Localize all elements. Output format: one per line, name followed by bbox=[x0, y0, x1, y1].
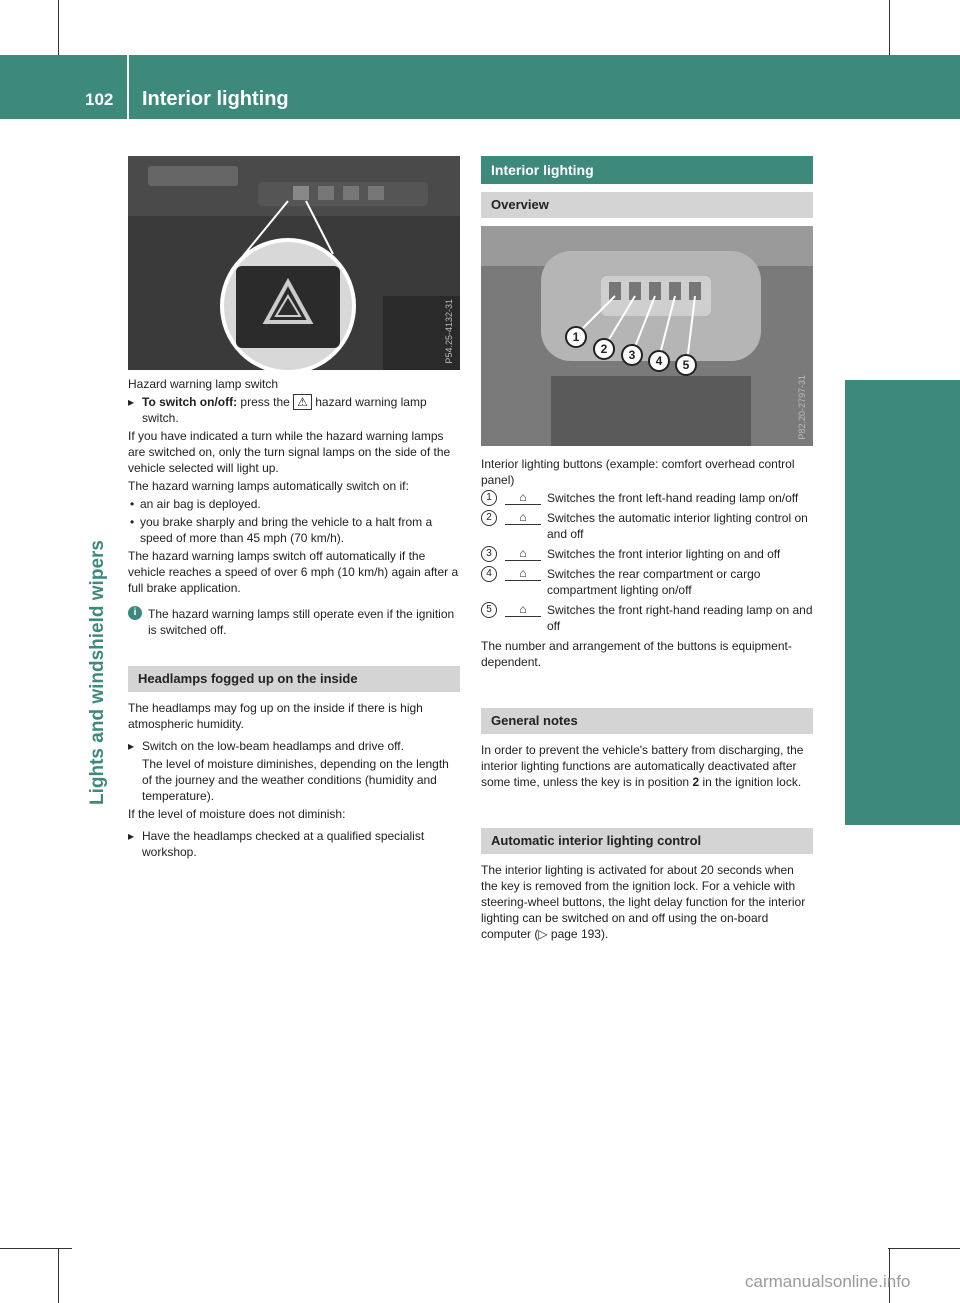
paragraph: If the level of moisture does not diminish: bbox=[128, 807, 346, 821]
legend-text: Switches the automatic interior lighting control on and off bbox=[547, 511, 808, 541]
crop-mark bbox=[58, 0, 59, 55]
section-heading: General notes bbox=[481, 708, 813, 734]
section-heading: Automatic interior lighting control bbox=[481, 828, 813, 854]
paragraph: The level of moisture diminishes, depending on the length of the journey and the weather conditions (humidity and temperature). bbox=[142, 757, 449, 803]
overhead-panel-illustration bbox=[481, 226, 813, 446]
photo-callout: 2 bbox=[593, 338, 615, 360]
crop-mark bbox=[58, 1248, 59, 1303]
right-column bbox=[481, 156, 813, 944]
section-heading: Headlamps fogged up on the inside bbox=[128, 666, 460, 692]
callout-number: 2 bbox=[481, 510, 497, 526]
paragraph: The number and arrangement of the buttons is equipment-dependent. bbox=[481, 639, 792, 669]
chapter-title: Lights and windshield wipers bbox=[87, 540, 108, 805]
list-item: • an air bag is deployed. bbox=[128, 496, 460, 512]
chapter-tab bbox=[845, 380, 960, 825]
legend-text: Switches the front left-hand reading lamp on/off bbox=[547, 491, 799, 505]
hazard-switch-photo bbox=[128, 156, 460, 370]
paragraph: The hazard warning lamps switch off automatically if the vehicle reaches a speed of over 6 mph (10 km/h) again after a full brake application. bbox=[128, 549, 459, 595]
instruction: ▸ Switch on the low-beam headlamps and drive off. bbox=[128, 738, 460, 754]
callout-number: 4 bbox=[481, 566, 497, 582]
paragraph: The interior lighting is activated for about 20 seconds when the key is removed from the ignition lock. For a vehicle with steering-wheel buttons, the light delay function for the interior lighting can be switched on and off using the on-board computer (▷ page 193). bbox=[481, 863, 806, 941]
paragraph: If you have indicated a turn while the hazard warning lamps are switched on, only the turn signal lamps on the side of the vehicle selected will light up. bbox=[128, 429, 451, 475]
button-legend-item bbox=[481, 546, 813, 562]
rear-light-icon: ⌂ bbox=[505, 566, 541, 581]
photo-callout: 4 bbox=[648, 350, 670, 372]
photo-callout: 1 bbox=[565, 326, 587, 348]
paragraph: The hazard warning lamps automatically switch on if: bbox=[128, 479, 409, 493]
legend-text: Switches the front right-hand reading lamp on and off bbox=[547, 603, 813, 633]
hazard-switch-illustration bbox=[128, 156, 460, 370]
crop-mark bbox=[889, 0, 890, 55]
paragraph: In order to prevent the vehicle's battery from discharging, the interior lighting functions are automatically deactivated after some time, unless the key is in position 2 in the ignition lock. bbox=[481, 743, 804, 789]
button-legend-item bbox=[481, 490, 813, 506]
hazard-icon: ⚠ bbox=[293, 394, 312, 410]
button-legend-item bbox=[481, 510, 813, 542]
reading-lamp-icon: ⌂ bbox=[505, 490, 541, 505]
header-divider bbox=[127, 55, 129, 119]
button-legend-item bbox=[481, 566, 813, 598]
legend-text: Switches the front interior lighting on and off bbox=[547, 547, 781, 561]
callout-number: 3 bbox=[481, 546, 497, 562]
instruction: ▸ Have the headlamps checked at a qualified specialist workshop. bbox=[128, 828, 460, 860]
button-legend-item bbox=[481, 602, 813, 634]
page-number: 102 bbox=[85, 90, 114, 109]
legend-text: Switches the rear compartment or cargo compartment lighting on/off bbox=[547, 567, 761, 597]
interior-light-icon: ⌂ bbox=[505, 546, 541, 561]
page-title: Interior lighting bbox=[142, 88, 289, 110]
info-icon: i bbox=[128, 606, 142, 620]
callout-number: 5 bbox=[481, 602, 497, 618]
watermark: carmanualsonline.info bbox=[745, 1272, 911, 1291]
crop-mark bbox=[0, 1248, 72, 1249]
photo-caption: Interior lighting buttons (example: comfort overhead control panel) bbox=[481, 457, 795, 487]
photo-callout: 5 bbox=[675, 354, 697, 376]
auto-light-icon: ⌂ bbox=[505, 510, 541, 525]
callout-number: 1 bbox=[481, 490, 497, 506]
image-code: P82.20-2797-31 bbox=[797, 375, 807, 440]
photo-caption: Hazard warning lamp switch bbox=[128, 377, 279, 391]
crop-mark bbox=[888, 1248, 960, 1249]
section-title: Interior lighting bbox=[481, 156, 813, 184]
photo-callout: 3 bbox=[621, 344, 643, 366]
reading-lamp-icon: ⌂ bbox=[505, 602, 541, 617]
info-note: i The hazard warning lamps still operate even if the ignition is switched off. bbox=[128, 606, 460, 638]
image-code: P54.25-4132-31 bbox=[444, 299, 454, 364]
instruction: ▸ To switch on/off: press the ⚠ hazard warning lamp switch. bbox=[128, 394, 460, 426]
left-column bbox=[128, 156, 460, 862]
overhead-panel-photo bbox=[481, 226, 813, 446]
overview-heading: Overview bbox=[481, 192, 813, 218]
paragraph: The headlamps may fog up on the inside if there is high atmospheric humidity. bbox=[128, 701, 423, 731]
list-item: • you brake sharply and bring the vehicle to a halt from a speed of more than 45 mph (70 km/h). bbox=[128, 514, 460, 546]
